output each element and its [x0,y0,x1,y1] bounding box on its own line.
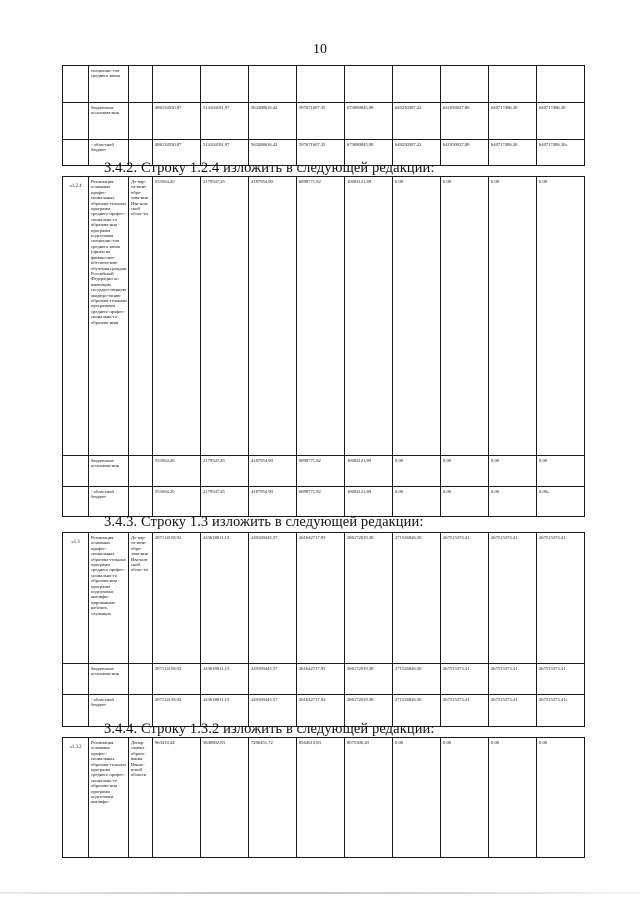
value-cell: 641050027,80 [441,103,489,140]
page-number: 10 [313,42,327,57]
value-cell: 553564,20 [153,177,201,456]
value-cell: 10004121,89 [345,487,393,517]
value-cell: 0,00» [537,487,585,517]
value-cell [297,66,345,103]
value-cell: 286172019,38 [345,695,393,727]
value-cell: 271526826,50 [393,664,441,695]
value-cell [153,66,201,103]
table-row [63,177,585,456]
value-cell: 649250387,22 [393,140,441,166]
program-table-continuation [62,65,585,166]
table-row [63,533,585,664]
value-cell: 243618011,15 [201,664,249,695]
value-cell: 4187954,90 [249,456,297,487]
value-cell: 0,00 [393,738,441,858]
value-cell: 0,00 [393,487,441,517]
section-heading-3-4-2: 3.4.2. Строку 1.2.4 изложить в следующей редакции: [104,160,435,176]
value-cell: 271526826,50 [393,533,441,664]
value-cell [441,66,489,103]
executor-cell [129,664,153,695]
value-cell: 0,00 [489,487,537,517]
value-cell: 640717486,30 [489,103,537,140]
value-cell [345,66,393,103]
value-cell [537,66,585,103]
table-row [63,103,585,140]
activity-name-cell: Реализация основных профес-сиональных образова-тельных программ среднего профес-сионально-го образова-ния - программ подготовки квалифи-цированных рабочих, служащих [89,533,129,664]
program-table-row-1-3-2 [62,737,585,858]
table-row [63,456,585,487]
row-number-cell [63,664,89,695]
value-cell: 563288616,42 [249,140,297,166]
value-cell: 249169445,57 [249,664,297,695]
activity-name-cell: - областной бюджет [89,695,129,727]
value-cell: 486134530,87 [153,103,201,140]
value-cell: 640717486,30 [489,140,537,166]
value-cell: 641050027,80 [441,140,489,166]
row-number-cell [63,487,89,517]
value-cell: 287114158,92 [153,664,201,695]
table-row [63,66,585,103]
value-cell: 287114158,92 [153,533,201,664]
value-cell: 0,00 [393,177,441,456]
value-cell: 597671607,35 [297,103,345,140]
value-cell: 267515373,41 [489,533,537,664]
value-cell: 0,00 [537,456,585,487]
row-number-cell [63,140,89,166]
row-number-cell: «1.3.2 [63,738,89,858]
value-cell: 4187954,90 [249,487,297,517]
value-cell: 4187954,90 [249,177,297,456]
value-cell: 10004121,89 [345,456,393,487]
activity-name-cell: бюджетные ассигнова-ния [89,103,129,140]
value-cell: 243618011,15 [201,533,249,664]
value-cell: 261642717,93 [297,533,345,664]
value-cell: 271526826,50 [393,695,441,727]
executor-cell [129,103,153,140]
executor-cell: Депар-тамент образо-вания Ивано-вской области [129,738,153,858]
value-cell: 0,00 [537,738,585,858]
value-cell: 267515373,41 [537,533,585,664]
value-cell: 249169445,57 [249,533,297,664]
value-cell: 0,00 [537,177,585,456]
value-cell: 514104181,97 [201,103,249,140]
value-cell: 8564613,83 [297,738,345,858]
executor-cell [129,456,153,487]
executor-cell [129,487,153,517]
executor-cell: Де-пар-та-мент обра-зова-ния Ива-нов-ской облас-ти [129,533,153,664]
value-cell: 0,00 [393,456,441,487]
value-cell: 2179547,45 [201,456,249,487]
value-cell: 6898771,82 [297,456,345,487]
value-cell: 0,00 [441,177,489,456]
value-cell: 553564,20 [153,487,201,517]
section-heading-3-4-3: 3.4.3. Строку 1.3 изложить в следующей редакции: [104,514,424,530]
value-cell: 10004121,89 [345,177,393,456]
value-cell [201,66,249,103]
value-cell: 243618011,15 [201,695,249,727]
value-cell: 0,00 [489,738,537,858]
value-cell: 6898771,82 [297,487,345,517]
value-cell [489,66,537,103]
activity-name-cell: Реализация основных профес-сиональных образова-тельных программ среднего профес-сионально-го образова-ния - программ подготовки специалис-тов среднего звена (прием на финансовое обеспече-ние обучения граждан Российской Федерации по имеющим государст-венную аккреди-тацию образова-тельным программам среднего профес-сионально-го образова-ния) [89,177,129,456]
value-cell: 267515373,41 [537,664,585,695]
value-cell: 963410,44 [153,738,201,858]
value-cell: 267515373,41 [489,664,537,695]
row-number-cell: «1.2.4 [63,177,89,456]
value-cell: 0,00 [441,487,489,517]
value-cell: 673080845,98 [345,103,393,140]
table-row [63,738,585,858]
value-cell: 267515373,41 [489,695,537,727]
row-number-cell: «1.3 [63,533,89,664]
program-table-row-1-3 [62,532,585,727]
value-cell: 3840802,83 [201,738,249,858]
value-cell: 673080845,98 [345,140,393,166]
value-cell: 640717486,30 [537,103,585,140]
activity-name-cell: бюджетные ассигнова-ния [89,456,129,487]
scan-artifact [0,892,640,894]
activity-name-cell: Реализация основных профес-сиональных образова-тельных программ среднего профес-сионально-го образова-ния - программ подготовки квалифи- [89,738,129,858]
value-cell: 0,00 [441,738,489,858]
value-cell: 249169445,57 [249,695,297,727]
value-cell: 7206451,72 [249,738,297,858]
value-cell: 640717486,30» [537,140,585,166]
activity-name-cell: - областной бюджет [89,140,129,166]
row-number-cell [63,456,89,487]
value-cell: 486134530,87 [153,140,201,166]
value-cell: 267515373,41 [441,664,489,695]
value-cell: 553564,20 [153,456,201,487]
program-table-row-1-2-4 [62,176,585,517]
row-number-cell [63,695,89,727]
value-cell: 286172019,38 [345,664,393,695]
activity-name-cell: бюджетные ассигнова-ния [89,664,129,695]
value-cell: 514104181,97 [201,140,249,166]
row-number-cell [63,103,89,140]
value-cell: 2179547,45 [201,487,249,517]
value-cell: 267515373,41 [441,533,489,664]
value-cell [249,66,297,103]
table-row [63,487,585,517]
value-cell [393,66,441,103]
value-cell: 261642717,93 [297,664,345,695]
value-cell: 287114158,92 [153,695,201,727]
value-cell: 0,00 [441,456,489,487]
row-number-cell [63,66,89,103]
activity-name-cell: - областной бюджет [89,487,129,517]
table-row [63,664,585,695]
value-cell: 0,00 [489,456,537,487]
executor-cell: Де-пар-та-мент обра-зова-ния Ива-нов-ской облас-ти [129,177,153,456]
value-cell: 267515373,41 [441,695,489,727]
activity-name-cell: специалис-тов среднего звена [89,66,129,103]
value-cell: 649250387,22 [393,103,441,140]
value-cell: 0,00 [489,177,537,456]
value-cell: 261642717,93 [297,695,345,727]
value-cell: 286172019,38 [345,533,393,664]
value-cell: 6898771,82 [297,177,345,456]
value-cell: 267515373,41» [537,695,585,727]
value-cell: 2179547,45 [201,177,249,456]
value-cell: 597671607,35 [297,140,345,166]
executor-cell [129,66,153,103]
value-cell: 563288616,42 [249,103,297,140]
value-cell: 8075306,20 [345,738,393,858]
section-heading-3-4-4: 3.4.4. Строку 1.3.2 изложить в следующей редакции: [104,721,435,737]
